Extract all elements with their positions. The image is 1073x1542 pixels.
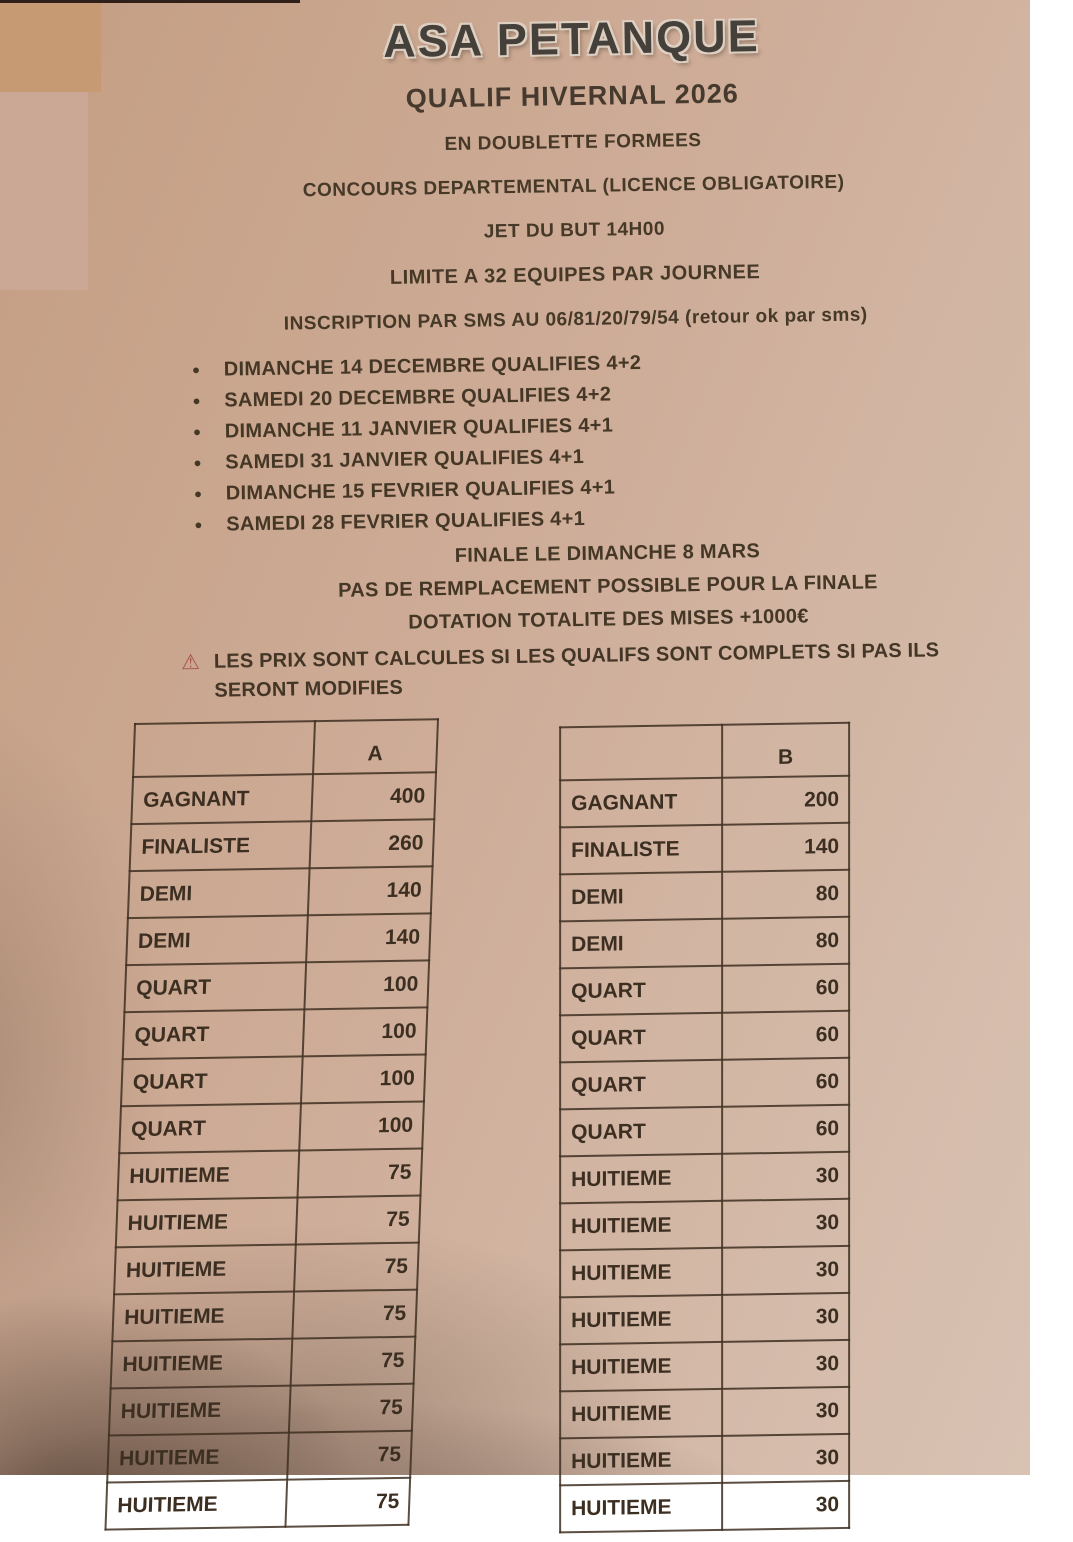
table-row [560,776,849,828]
row-amount: 100 [299,1101,424,1150]
row-amount: 30 [722,1481,849,1530]
row-label: QUART [119,1103,301,1153]
row-label: QUART [560,1060,722,1110]
table-row [560,1387,849,1439]
empty-header-cell [133,721,315,777]
table-row [560,1293,849,1345]
prize-tables [116,709,1045,1540]
column-header-b: B [722,723,849,778]
bullet-icon: • [193,452,202,476]
row-amount: 30 [722,1340,849,1389]
page-subtitle: QUALIF HIVERNAL 2026 [405,78,739,114]
schedule-item-label: DIMANCHE 15 FEVRIER QUALIFIES 4+1 [225,476,616,505]
row-label: HUITIEME [560,1295,722,1345]
prize-table-a [104,718,439,1530]
table-row [560,1340,849,1392]
column-header-a: A [313,719,438,774]
info-line: JET DU BUT 14H00 [483,218,666,243]
row-amount: 140 [306,913,431,962]
finale-block [157,535,1058,638]
row-amount: 60 [722,1058,849,1107]
schedule-item-label: SAMEDI 28 FEVRIER QUALIFIES 4+1 [226,507,586,536]
empty-header-cell [560,725,722,781]
bullet-icon: • [194,514,203,538]
row-amount: 30 [722,1293,849,1342]
table-row [560,1058,849,1110]
row-amount: 75 [291,1337,416,1386]
row-label: HUITIEME [109,1386,291,1436]
row-label: QUART [123,1009,305,1059]
flyer-header [121,6,1026,338]
table-row [560,1246,849,1298]
table-row [130,819,435,871]
row-label: HUITIEME [114,1245,296,1295]
table-row [560,1105,849,1157]
row-amount: 75 [298,1149,423,1198]
row-amount: 75 [294,1243,419,1292]
row-amount: 100 [304,960,429,1009]
prize-table-b [559,722,850,1534]
row-label: HUITIEME [112,1292,294,1342]
row-amount: 60 [722,964,849,1013]
row-label: QUART [560,1013,722,1063]
schedule-list [192,346,1029,545]
row-amount: 100 [301,1054,426,1103]
table-row [560,1152,849,1204]
table-row [131,772,436,824]
row-label: HUITIEME [560,1483,722,1533]
row-label: HUITIEME [105,1480,287,1530]
table-row [118,1149,423,1201]
schedule-item-label: DIMANCHE 11 JANVIER QUALIFIES 4+1 [224,414,614,443]
photo-edge [0,0,300,3]
table-row [128,866,433,918]
row-label: HUITIEME [116,1197,298,1247]
info-line: LIMITE A 32 EQUIPES PAR JOURNEE [389,261,761,289]
info-line: CONCOURS DEPARTEMENTAL (LICENCE OBLIGATOIRE) [302,171,845,202]
warning-triangle-icon: ⚠ [180,650,201,675]
row-label: HUITIEME [560,1389,722,1439]
row-label: GAGNANT [131,774,313,824]
warning-text: LES PRIX SONT CALCULES SI LES QUALIFS SONT COMPLETS SI PAS ILS SERONT MODIFIES [213,639,940,702]
schedule-item-label: SAMEDI 31 JANVIER QUALIFIES 4+1 [225,445,585,474]
row-label: QUART [560,1107,722,1157]
row-label: QUART [121,1056,303,1106]
row-amount: 75 [292,1290,417,1339]
bullet-icon: • [194,483,202,507]
row-amount: 400 [311,772,436,821]
table-row [121,1054,426,1106]
row-amount: 30 [722,1246,849,1295]
table-row [114,1243,419,1295]
row-label: HUITIEME [560,1248,722,1298]
row-amount: 60 [722,1011,849,1060]
bullet-icon: • [192,359,201,383]
row-amount: 80 [722,870,849,919]
row-amount: 140 [722,823,849,872]
row-amount: 260 [310,819,435,868]
row-label: HUITIEME [118,1150,300,1200]
row-label: DEMI [128,868,310,918]
row-label: DEMI [126,915,308,965]
row-label: QUART [124,962,306,1012]
table-row [560,870,849,922]
row-label: HUITIEME [111,1339,293,1389]
table-row [107,1431,412,1483]
row-amount: 30 [722,1152,849,1201]
info-lines [123,125,1026,338]
table-row [111,1337,416,1389]
table-row [124,960,429,1012]
row-label: HUITIEME [560,1154,722,1204]
row-label: FINALISTE [560,825,722,875]
row-label: DEMI [560,872,722,922]
row-label: GAGNANT [560,778,722,828]
row-label: FINALISTE [130,821,312,871]
row-amount: 60 [722,1105,849,1154]
row-amount: 140 [308,866,433,915]
table-row [560,1199,849,1251]
bullet-icon: • [192,390,201,414]
row-amount: 30 [722,1387,849,1436]
row-label: HUITIEME [560,1436,722,1486]
table-row [109,1384,414,1436]
info-line: INSCRIPTION PAR SMS AU 06/81/20/79/54 (retour ok par sms) [283,304,868,335]
table-row [112,1290,417,1342]
table-row [560,823,849,875]
row-amount: 75 [296,1196,421,1245]
page-title: ASA PETANQUE [382,10,760,68]
row-label: HUITIEME [560,1201,722,1251]
row-amount: 200 [722,776,849,825]
finale-line: FINALE LE DIMANCHE 8 MARS [454,540,761,567]
row-amount: 30 [722,1434,849,1483]
row-amount: 75 [289,1384,414,1433]
info-line: EN DOUBLETTE FORMEES [444,130,702,156]
table-row [560,964,849,1016]
bullet-icon: • [193,421,201,445]
row-label: DEMI [560,919,722,969]
table-row [560,1011,849,1063]
table-row [560,1481,849,1533]
table-row [123,1007,428,1059]
row-label: HUITIEME [107,1433,289,1483]
row-amount: 30 [722,1199,849,1248]
table-row [126,913,431,965]
table-row [116,1196,421,1248]
row-amount: 75 [285,1478,410,1527]
row-amount: 80 [722,917,849,966]
row-amount: 75 [287,1431,412,1480]
finale-line: DOTATION TOTALITE DES MISES +1000€ [408,605,809,634]
table-row [119,1101,424,1153]
row-label: QUART [560,966,722,1016]
table-row [560,1434,849,1486]
table-row [105,1478,410,1530]
schedule-item-label: DIMANCHE 14 DECEMBRE QUALIFIES 4+2 [223,351,642,381]
row-amount: 100 [303,1007,428,1056]
table-row [560,917,849,969]
finale-line: PAS DE REMPLACEMENT POSSIBLE POUR LA FINALE [338,571,878,602]
warning-note [181,636,962,706]
schedule-item-label: SAMEDI 20 DECEMBRE QUALIFIES 4+2 [224,383,612,412]
row-label: HUITIEME [560,1342,722,1392]
